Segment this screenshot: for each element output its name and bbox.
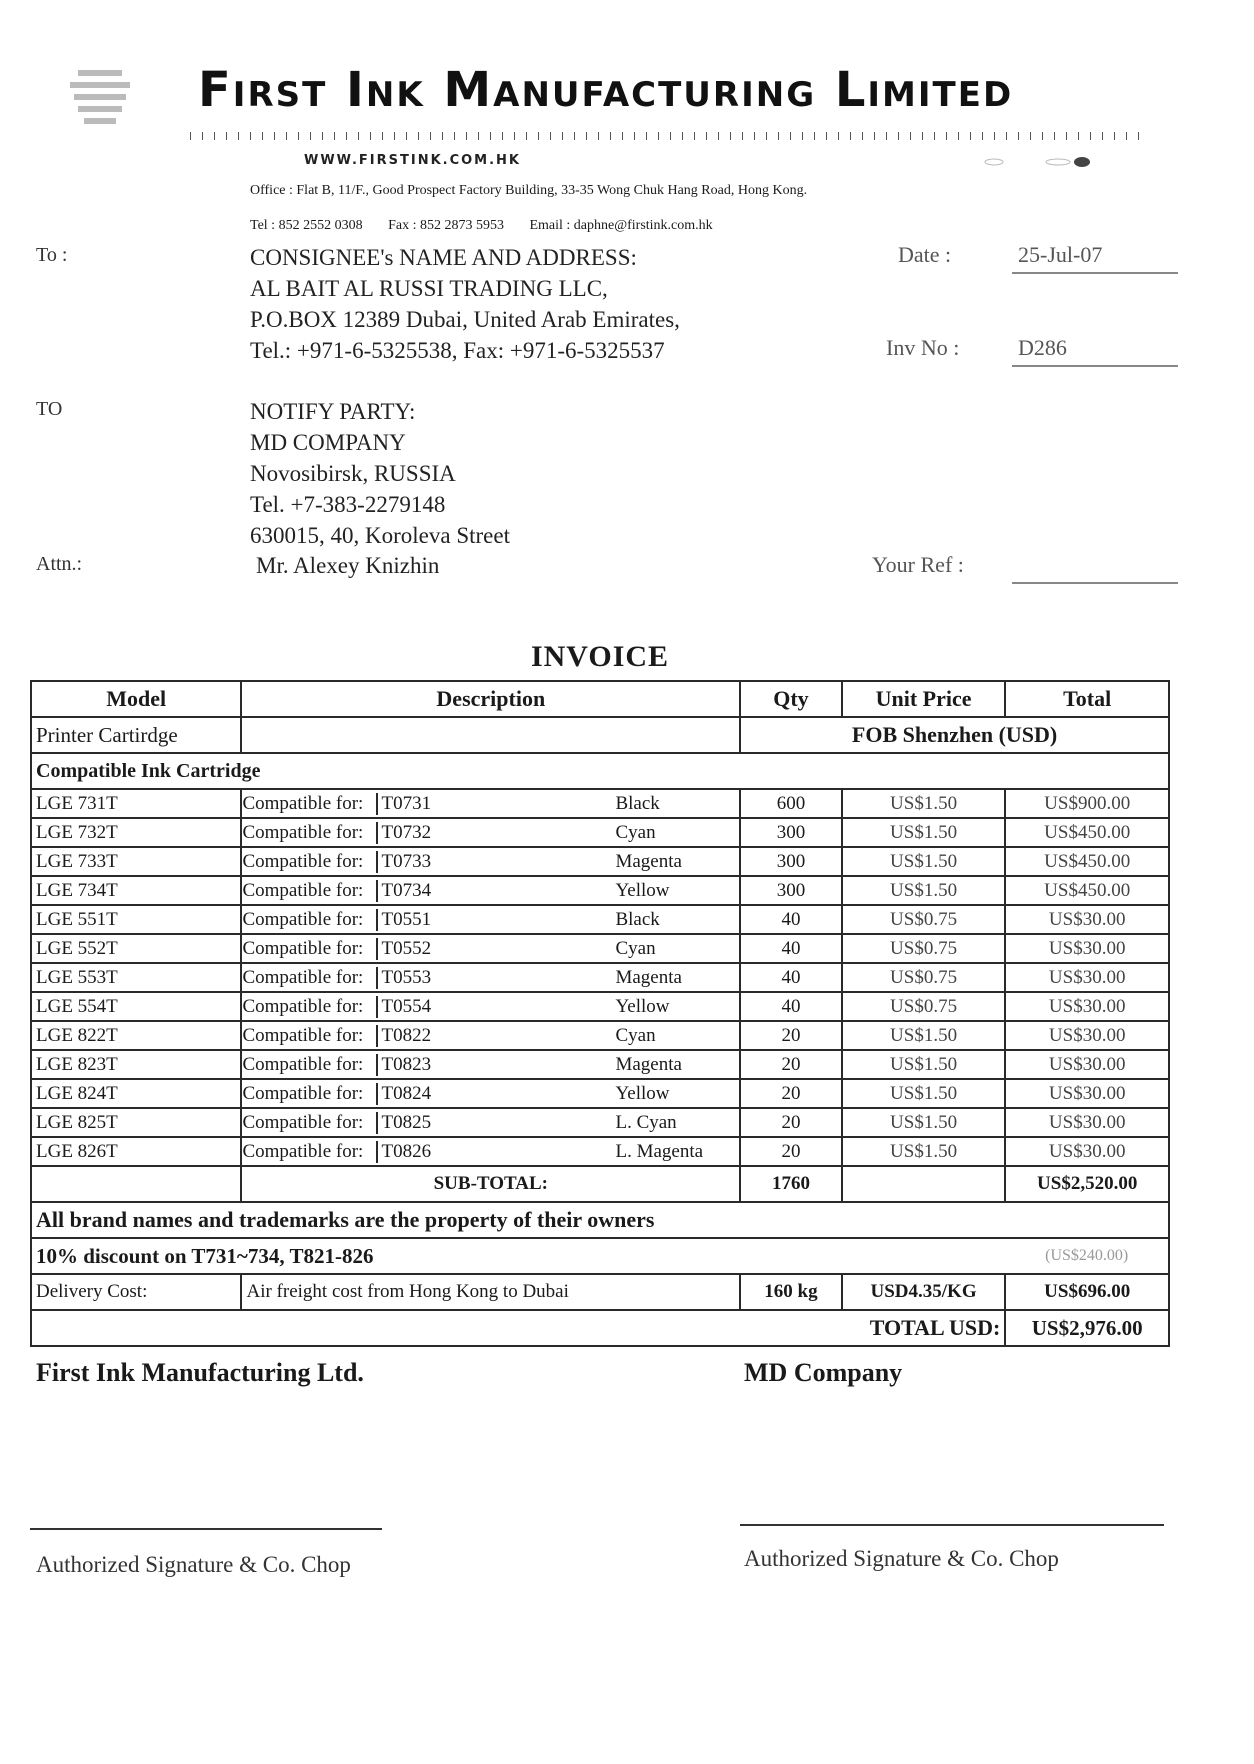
grand-total-value: US$2,976.00: [1005, 1310, 1169, 1346]
item-unit-price: US$1.50: [842, 789, 1006, 818]
item-model: LGE 552T: [31, 934, 241, 963]
item-description: [241, 963, 740, 992]
item-total: US$30.00: [1005, 905, 1169, 934]
notify-line: MD COMPANY: [250, 430, 406, 455]
section-row: [31, 753, 1169, 789]
right-signatory-company: MD Company: [744, 1358, 903, 1387]
item-model: LGE 823T: [31, 1050, 241, 1079]
discount-label: 10% discount on T731~734, T821-826: [31, 1238, 1005, 1274]
table-row: [31, 992, 1169, 1021]
notify-party-address: [250, 396, 510, 551]
your-ref-value: [1012, 552, 1178, 584]
consignee-line: Tel.: +971-6-5325538, Fax: +971-6-5325537: [250, 338, 665, 363]
item-qty: 40: [740, 934, 842, 963]
table-row: [31, 905, 1169, 934]
item-compat-label: Compatible for:: [242, 1025, 378, 1047]
item-code: T0733: [381, 850, 432, 872]
item-qty: 600: [740, 789, 842, 818]
item-code: T0554: [381, 995, 432, 1017]
item-compat-label: Compatible for:: [242, 909, 378, 931]
invoice-table: [30, 680, 1170, 1347]
item-total: US$30.00: [1005, 1050, 1169, 1079]
item-code: T0551: [381, 908, 432, 930]
item-color: Yellow: [615, 879, 670, 901]
item-compat-label: Compatible for:: [242, 1054, 378, 1076]
item-color: Cyan: [615, 937, 656, 959]
item-compat-label: Compatible for:: [242, 967, 378, 989]
subtotal-row: [31, 1166, 1169, 1202]
item-unit-price: US$1.50: [842, 876, 1006, 905]
consignee-line: AL BAIT AL RUSSI TRADING LLC,: [250, 276, 608, 301]
item-model: LGE 826T: [31, 1137, 241, 1166]
item-model: LGE 553T: [31, 963, 241, 992]
to-label: To :: [36, 244, 68, 266]
consignee-line: P.O.BOX 12389 Dubai, United Arab Emirates,: [250, 307, 680, 332]
table-row: [31, 1021, 1169, 1050]
item-description: [241, 1050, 740, 1079]
item-compat-label: Compatible for:: [242, 1112, 378, 1134]
item-total: US$30.00: [1005, 934, 1169, 963]
invoice-number-label: Inv No :: [886, 335, 960, 360]
item-description: [241, 1137, 740, 1166]
item-model: LGE 554T: [31, 992, 241, 1021]
item-code: T0826: [381, 1140, 432, 1162]
item-compat-label: Compatible for:: [242, 996, 378, 1018]
item-unit-price: US$1.50: [842, 847, 1006, 876]
company-name: First Ink Manufacturing Limited: [198, 62, 1014, 118]
item-compat-label: Compatible for:: [242, 1141, 378, 1163]
company-tel: Tel : 852 2552 0308: [250, 218, 363, 233]
subtotal-blank: [31, 1166, 241, 1202]
item-model: LGE 825T: [31, 1108, 241, 1137]
subtotal-label: SUB-TOTAL:: [241, 1166, 740, 1202]
item-qty: 20: [740, 1137, 842, 1166]
item-description: [241, 876, 740, 905]
item-total: US$450.00: [1005, 818, 1169, 847]
item-color: Magenta: [615, 850, 682, 872]
item-total: US$30.00: [1005, 1079, 1169, 1108]
table-row: [31, 847, 1169, 876]
notice-row: [31, 1202, 1169, 1238]
item-qty: 20: [740, 1050, 842, 1079]
item-total: US$450.00: [1005, 876, 1169, 905]
item-model: LGE 731T: [31, 789, 241, 818]
delivery-total: US$696.00: [1005, 1274, 1169, 1310]
item-unit-price: US$1.50: [842, 1137, 1006, 1166]
category-blank: [241, 717, 740, 753]
item-unit-price: US$0.75: [842, 992, 1006, 1021]
category-row: [31, 717, 1169, 753]
item-color: Cyan: [615, 1024, 656, 1046]
item-qty: 40: [740, 905, 842, 934]
item-model: LGE 822T: [31, 1021, 241, 1050]
item-qty: 300: [740, 818, 842, 847]
item-qty: 20: [740, 1079, 842, 1108]
item-unit-price: US$1.50: [842, 1021, 1006, 1050]
notify-line: Tel. +7-383-2279148: [250, 492, 446, 517]
item-model: LGE 732T: [31, 818, 241, 847]
table-row: [31, 934, 1169, 963]
item-description: [241, 934, 740, 963]
right-signature-line: [740, 1524, 1164, 1526]
subtotal-unit-blank: [842, 1166, 1006, 1202]
attn-value: Mr. Alexey Knizhin: [256, 553, 440, 578]
item-color: L. Magenta: [615, 1140, 704, 1162]
item-compat-label: Compatible for:: [242, 793, 378, 815]
grand-total-label: TOTAL USD:: [31, 1310, 1005, 1346]
invoice-title: INVOICE: [530, 640, 670, 673]
category-right: FOB Shenzhen (USD): [740, 717, 1169, 753]
table-row: [31, 789, 1169, 818]
header-model: Model: [31, 681, 241, 717]
delivery-unit: USD4.35/KG: [842, 1274, 1006, 1310]
item-code: T0825: [381, 1111, 432, 1133]
item-description: [241, 1021, 740, 1050]
item-rows: [31, 789, 1169, 1166]
item-qty: 40: [740, 992, 842, 1021]
subtotal-qty: 1760: [740, 1166, 842, 1202]
item-qty: 300: [740, 847, 842, 876]
item-description: [241, 1108, 740, 1137]
company-fax: Fax : 852 2873 5953: [388, 218, 504, 233]
item-color: Yellow: [615, 1082, 670, 1104]
item-description: [241, 847, 740, 876]
item-description: [241, 905, 740, 934]
item-unit-price: US$0.75: [842, 934, 1006, 963]
letterhead-divider: [190, 132, 1150, 140]
item-color: Yellow: [615, 995, 670, 1017]
item-model: LGE 551T: [31, 905, 241, 934]
delivery-row: [31, 1274, 1169, 1310]
notify-line: Novosibirsk, RUSSIA: [250, 461, 456, 486]
table-row: [31, 818, 1169, 847]
table-row: [31, 1079, 1169, 1108]
table-row: [31, 876, 1169, 905]
discount-value: (US$240.00): [1005, 1238, 1169, 1274]
decorative-specks: [970, 152, 1110, 172]
table-row: [31, 1137, 1169, 1166]
section-title: Compatible Ink Cartridge: [31, 753, 1169, 789]
item-unit-price: US$1.50: [842, 1050, 1006, 1079]
item-model: LGE 824T: [31, 1079, 241, 1108]
item-color: Magenta: [615, 1053, 682, 1075]
item-color: Magenta: [615, 966, 682, 988]
company-website: WWW.FIRSTINK.COM.HK: [304, 153, 522, 168]
table-row: [31, 1050, 1169, 1079]
notify-line: NOTIFY PARTY:: [250, 399, 416, 424]
item-unit-price: US$1.50: [842, 1079, 1006, 1108]
contact-line: [250, 218, 735, 234]
item-description: [241, 1079, 740, 1108]
item-color: Black: [615, 792, 660, 814]
item-compat-label: Compatible for:: [242, 938, 378, 960]
item-unit-price: US$0.75: [842, 905, 1006, 934]
left-signature-caption: Authorized Signature & Co. Chop: [36, 1552, 351, 1577]
date-value: 25-Jul-07: [1012, 242, 1178, 274]
invoice-number-value: D286: [1012, 335, 1178, 367]
consignee-address: [250, 242, 680, 366]
delivery-desc: Air freight cost from Hong Kong to Dubai: [241, 1274, 740, 1310]
item-code: T0552: [381, 937, 432, 959]
item-total: US$30.00: [1005, 1021, 1169, 1050]
left-signature-line: [30, 1528, 382, 1530]
item-code: T0732: [381, 821, 432, 843]
header-description: Description: [241, 681, 740, 717]
item-description: [241, 789, 740, 818]
grand-total-row: [31, 1310, 1169, 1346]
right-signature-caption: Authorized Signature & Co. Chop: [744, 1546, 1059, 1571]
your-ref-label: Your Ref :: [872, 552, 964, 577]
item-color: L. Cyan: [615, 1111, 677, 1133]
item-total: US$30.00: [1005, 963, 1169, 992]
item-compat-label: Compatible for:: [242, 851, 378, 873]
notify-line: 630015, 40, Koroleva Street: [250, 523, 510, 548]
item-model: LGE 733T: [31, 847, 241, 876]
notify-to-label: TO: [36, 398, 63, 420]
item-compat-label: Compatible for:: [242, 1083, 378, 1105]
item-code: T0824: [381, 1082, 432, 1104]
date-label: Date :: [898, 242, 952, 267]
item-color: Black: [615, 908, 660, 930]
item-code: T0823: [381, 1053, 432, 1075]
item-compat-label: Compatible for:: [242, 880, 378, 902]
consignee-line: CONSIGNEE's NAME AND ADDRESS:: [250, 245, 637, 270]
item-unit-price: US$1.50: [842, 1108, 1006, 1137]
attn-label: Attn.:: [36, 553, 83, 575]
item-code: T0553: [381, 966, 432, 988]
item-code: T0734: [381, 879, 432, 901]
category-left: Printer Cartirdge: [31, 717, 241, 753]
delivery-label: Delivery Cost:: [31, 1274, 241, 1310]
item-total: US$900.00: [1005, 789, 1169, 818]
item-total: US$30.00: [1005, 1108, 1169, 1137]
office-address: Office : Flat B, 11/F., Good Prospect Factory Building, 33-35 Wong Chuk Hang Road, Hong Kong.: [250, 183, 808, 198]
item-code: T0822: [381, 1024, 432, 1046]
company-email: Email : daphne@firstink.com.hk: [529, 218, 713, 233]
item-color: Cyan: [615, 821, 656, 843]
item-unit-price: US$1.50: [842, 818, 1006, 847]
table-row: [31, 963, 1169, 992]
item-qty: 20: [740, 1108, 842, 1137]
item-description: [241, 992, 740, 1021]
delivery-qty: 160 kg: [740, 1274, 842, 1310]
header-unit-price: Unit Price: [842, 681, 1006, 717]
item-total: US$30.00: [1005, 992, 1169, 1021]
item-model: LGE 734T: [31, 876, 241, 905]
item-unit-price: US$0.75: [842, 963, 1006, 992]
item-description: [241, 818, 740, 847]
table-header-row: [31, 681, 1169, 717]
item-total: US$30.00: [1005, 1137, 1169, 1166]
item-qty: 20: [740, 1021, 842, 1050]
left-signatory-company: First Ink Manufacturing Ltd.: [36, 1358, 364, 1387]
item-qty: 300: [740, 876, 842, 905]
item-code: T0731: [381, 792, 432, 814]
table-row: [31, 1108, 1169, 1137]
subtotal-total: US$2,520.00: [1005, 1166, 1169, 1202]
item-compat-label: Compatible for:: [242, 822, 378, 844]
header-total: Total: [1005, 681, 1169, 717]
trademark-notice: All brand names and trademarks are the property of their owners: [31, 1202, 1169, 1238]
discount-row: [31, 1238, 1169, 1274]
item-qty: 40: [740, 963, 842, 992]
item-total: US$450.00: [1005, 847, 1169, 876]
company-logo-mark: [60, 60, 140, 140]
header-qty: Qty: [740, 681, 842, 717]
